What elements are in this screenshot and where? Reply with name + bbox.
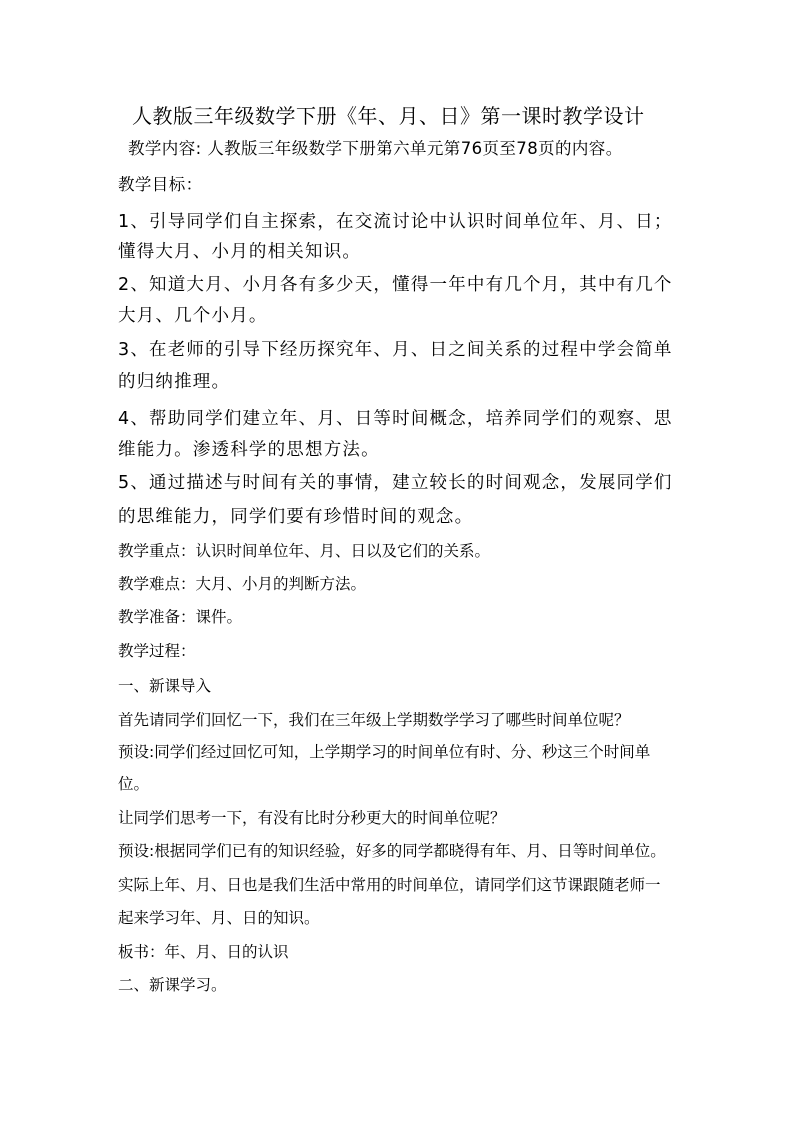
key-point-line: 教学重点：认识时间单位年、月、日以及它们的关系。 (118, 542, 491, 560)
paragraph-2-line-2: 位。 (118, 775, 150, 793)
process-heading: 教学过程： (118, 642, 196, 660)
paragraph-2-line-1: 预设:同学们经过回忆可知，上学期学习的时间单位有时、分、秒这三个时间单 (118, 743, 651, 761)
paragraph-1: 首先请同学们回忆一下，我们在三年级上学期数学学习了哪些时间单位呢？ (118, 711, 630, 729)
paragraph-5-line-1: 实际上年、月、日也是我们生活中常用的时间单位，请同学们这节课跟随老师一 (118, 876, 661, 894)
goal-4-line-1: 4、帮助同学们建立年、月、日等时间概念，培养同学们的观察、思 (118, 409, 673, 429)
teaching-goals-heading: 教学目标： (118, 175, 203, 194)
goal-3-line-1: 3、在老师的引导下经历探究年、月、日之间关系的过程中学会简单 (118, 340, 673, 360)
goal-2-line-1: 2、知道大月、小月各有多少天，懂得一年中有几个月，其中有几个 (118, 275, 673, 295)
difficulty-line: 教学难点：大月、小月的判断方法。 (118, 575, 367, 593)
goal-5-line-2: 的思维能力，同学们要有珍惜时间的观念。 (118, 507, 474, 527)
paragraph-4: 预设:根据同学们已有的知识经验，好多的同学都晓得有年、月、日等时间单位。 (118, 842, 666, 860)
goal-1-line-1: 1、引导同学们自主探索，在交流讨论中认识时间单位年、月、日； (118, 212, 673, 232)
section-1-heading: 一、新课导入 (118, 677, 212, 695)
preparation-line: 教学准备：课件。 (118, 608, 243, 626)
goal-3-line-2: 的归纳推理。 (118, 372, 231, 392)
teaching-content-line: 教学内容: 人教版三年级数学下册第六单元第76页至78页的内容。 (128, 139, 623, 158)
section-2-heading: 二、新课学习。 (118, 976, 227, 994)
paragraph-5-line-2: 起来学习年、月、日的知识。 (118, 909, 320, 927)
goal-1-line-2: 懂得大月、小月的相关知识。 (118, 242, 362, 262)
paragraph-3: 让同学们思考一下，有没有比时分秒更大的时间单位呢？ (118, 809, 506, 827)
board-writing-line: 板书：年、月、日的认识 (118, 943, 289, 961)
goal-4-line-2: 维能力。渗透科学的思想方法。 (118, 440, 380, 460)
goal-5-line-1: 5、通过描述与时间有关的事情，建立较长的时间观念，发展同学们 (118, 473, 673, 493)
document-title: 人教版三年级数学下册《年、月、日》第一课时教学设计 (132, 104, 645, 128)
goal-2-line-2: 大月、几个小月。 (118, 306, 268, 326)
